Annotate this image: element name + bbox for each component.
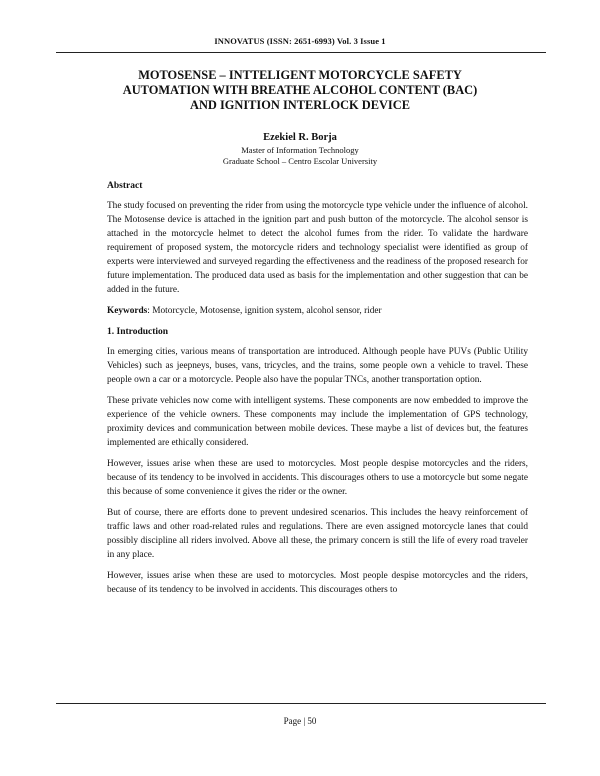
journal-header: INNOVATUS (ISSN: 2651-6993) Vol. 3 Issue 1 (214, 36, 386, 46)
paper-title (70, 68, 530, 113)
paper-body (107, 179, 528, 604)
title-line-2: AUTOMATION WITH BREATHE ALCOHOL CONTENT (BAC) (122, 83, 478, 97)
intro-paragraph: These private vehicles now come with intelligent systems. These components are now embedded to improve the experience of the vehicle owners. These components may include the implementation of GPS technology, proximity devices and communication between mobile devices. These maybe a list of devices but, the features implemented are ethically considered. (107, 396, 528, 448)
header-divider (56, 52, 546, 53)
title-line-1: MOTOSENSE – INTTELIGENT MOTORCYCLE SAFETY (138, 68, 462, 82)
intro-paragraph: But of course, there are efforts done to prevent undesired scenarios. This includes the heavy reinforcement of traffic laws and other road-related rules and regulations. There are even assigned motorcycle lanes that could possibly discipline all riders involved. Above all these, the primary concern is still the life of every road traveler in any place. (107, 508, 528, 560)
title-line-3: AND IGNITION INTERLOCK DEVICE (190, 98, 410, 112)
author-degree: Master of Information Technology (241, 145, 359, 155)
intro-paragraph: In emerging cities, various means of transportation are introduced. Although people have PUVs (Public Utility Vehicles) such as jeepneys, buses, vans, tricycles, and the trains, some people own a vehicle to travel. These people own a car or a motorcycle. People also have the popular TNCs, another transportation option. (107, 347, 528, 385)
footer-divider (56, 703, 546, 704)
keywords-text: : Motorcycle, Motosense, ignition system, alcohol sensor, rider (147, 306, 382, 316)
author-block (0, 131, 600, 167)
keywords-label: Keywords (107, 306, 148, 316)
introduction-heading: 1. Introduction (107, 327, 169, 337)
intro-paragraph: However, issues arise when these are used to motorcycles. Most people despise motorcycles and the riders, because of its tendency to be involved in accidents. This discourages others to use a motorcycle but some negate this because of some convenience it gives the rider or the owner. (107, 459, 528, 497)
keywords (107, 304, 528, 318)
abstract-text: The study focused on preventing the rider from using the motorcycle type vehicle under the influence of alcohol. The Motosense device is attached in the ignition part and push button of the motorcycle. The alcohol sensor is attached in the motorcycle helmet to detect the alcohol fumes from the rider. To validate the hardware requirement of proposed system, the motorcycle riders and technology specialist were identified as group of experts were interviewed and surveyed regarding the effectiveness and the readiness of the proposed research for future implementation. The produced data used as basis for the implementation and other suggestion that can be added in the future. (107, 201, 528, 295)
intro-paragraph: However, issues arise when these are used to motorcycles. Most people despise motorcycles and the riders, because of its tendency to be involved in accidents. This discourages others to (107, 571, 528, 595)
author-name: Ezekiel R. Borja (263, 132, 337, 143)
abstract-heading: Abstract (107, 181, 143, 191)
author-affiliation: Graduate School – Centro Escolar University (222, 156, 378, 166)
page-number: Page | 50 (283, 716, 317, 726)
